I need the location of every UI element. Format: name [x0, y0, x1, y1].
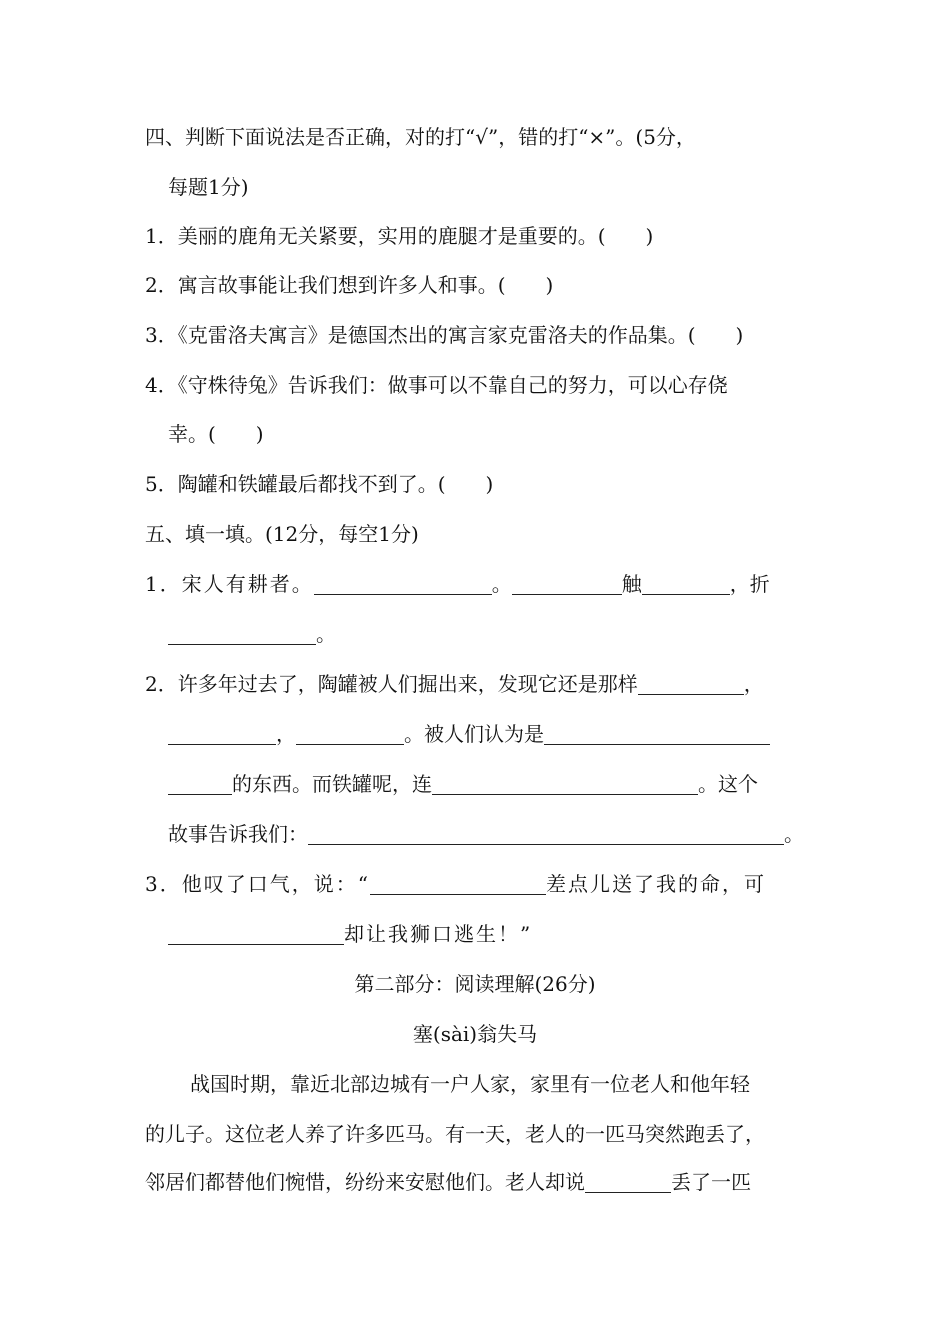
section4-title-line1: 四、判断下面说法是否正确，对的打“√”，错的打“×”。(5分， [145, 125, 696, 149]
section5-title: 五、填一填。(12分，每空1分) [145, 522, 419, 546]
section5-q3-line2 [168, 920, 532, 948]
q2-blank-6[interactable] [308, 824, 784, 845]
story-para-line3 [145, 1168, 751, 1196]
section5-q2-line4 [168, 820, 804, 848]
q2-comma1: ， [743, 672, 764, 696]
story-title: 塞(sài)翁失马 [412, 1022, 538, 1046]
q1-prefix: 1．宋人有耕者。 [145, 572, 314, 596]
section4-item-3: 3．《克雷洛夫寓言》是德国杰出的寓言家克雷洛夫的作品集。( ) [145, 323, 744, 347]
section5-q1-line2 [168, 620, 336, 648]
q3-end: 却让我狮口逃生！” [344, 922, 533, 946]
section5-q3-line1 [145, 870, 766, 898]
q1-blank-2[interactable] [512, 574, 622, 595]
q2-text2: 的东西。而铁罐呢，连 [232, 772, 432, 796]
section4-item-4: 4．《守株待兔》告诉我们：做事可以不靠自己的努力，可以心存侥 [145, 373, 728, 397]
q3-blank-1[interactable] [370, 874, 546, 895]
story-para-line1: 战国时期，靠近北部边城有一户人家，家里有一位老人和他年轻 [190, 1072, 750, 1096]
q2-blank-3[interactable] [296, 724, 404, 745]
q2-text4: 故事告诉我们： [168, 822, 308, 846]
section5-q2-line2 [168, 720, 770, 748]
q1-blank-4[interactable] [168, 624, 316, 645]
q3-prefix: 3．他叹了口气，说：“ [145, 872, 370, 896]
q2-text1: 。被人们认为是 [404, 722, 544, 746]
section5-q2-line1 [145, 670, 764, 698]
section4-item-5: 5．陶罐和铁罐最后都找不到了。( ) [145, 472, 494, 496]
q1-blank-3[interactable] [642, 574, 730, 595]
q1-blank-1[interactable] [314, 574, 492, 595]
story-para-line3-b: 丢了一匹 [671, 1170, 751, 1194]
q2-end: 。 [784, 822, 804, 846]
q1-mid: 触 [621, 572, 642, 596]
section5-q2-line3 [168, 770, 758, 798]
q2-blank-4-cont[interactable] [168, 774, 232, 795]
section4-item-1: 1．美丽的鹿角无关紧要，实用的鹿腿才是重要的。( ) [145, 224, 654, 248]
section5-q1-line1 [145, 570, 770, 598]
story-blank-1[interactable] [585, 1172, 671, 1193]
q3-blank-2[interactable] [168, 924, 344, 945]
q1-sep2: ，折 [729, 572, 770, 596]
q2-blank-2[interactable] [168, 724, 276, 745]
q2-text3: 。这个 [698, 772, 758, 796]
part2-heading: 第二部分：阅读理解(26分) [354, 972, 596, 996]
q2-blank-5[interactable] [432, 774, 698, 795]
q1-end: 。 [316, 622, 336, 646]
q3-mid: 差点儿送了我的命，可 [545, 872, 766, 896]
q1-sep1: 。 [491, 572, 512, 596]
section4-item-2: 2．寓言故事能让我们想到许多人和事。( ) [145, 273, 554, 297]
q2-blank-4[interactable] [544, 724, 770, 745]
story-para-line2: 的儿子。这位老人养了许多匹马。有一天，老人的一匹马突然跑丢了， [145, 1122, 765, 1146]
section4-title-line2: 每题1分) [168, 175, 249, 199]
q2-comma2: ， [276, 722, 296, 746]
q2-prefix: 2．许多年过去了，陶罐被人们掘出来，发现它还是那样 [145, 672, 638, 696]
section4-item-4-cont: 幸。( ) [168, 422, 264, 446]
q2-blank-1[interactable] [638, 674, 744, 695]
story-para-line3-a: 邻居们都替他们惋惜，纷纷来安慰他们。老人却说 [145, 1170, 585, 1194]
